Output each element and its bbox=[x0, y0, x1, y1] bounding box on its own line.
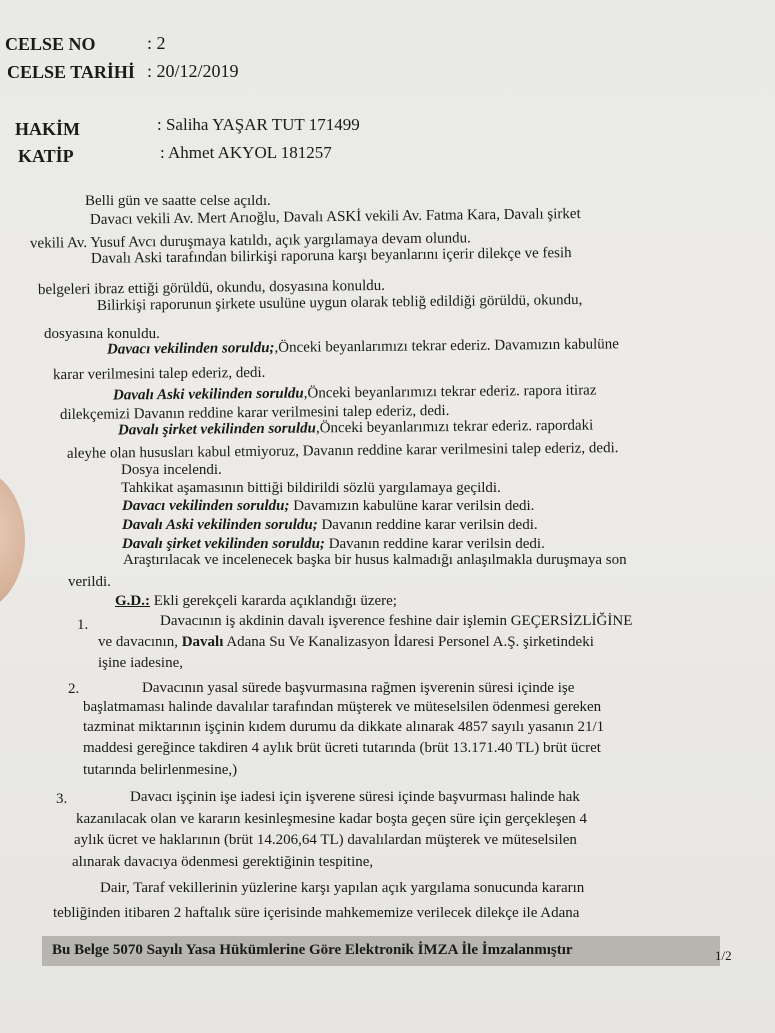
line-5: belgeleri ibraz ettiği görüldü, okundu, dosyasına konuldu. bbox=[37, 277, 386, 299]
celse-tarihi-value: : 20/12/2019 bbox=[147, 61, 239, 81]
davaci-vekili-label-2: Davacı vekilinden soruldu; bbox=[122, 498, 290, 514]
davali-aski-label: Davalı Aski vekilinden soruldu bbox=[112, 385, 304, 404]
item-3-line-a: Davacı işçinin işe iadesi için işverene süresi içinde başvurması halinde hak bbox=[130, 789, 580, 805]
line-16 bbox=[122, 498, 534, 515]
davali-sirket-label-2: Davalı şirket vekilinden soruldu; bbox=[122, 536, 325, 552]
item-1-number: 1. bbox=[77, 617, 89, 633]
item-2-line-b: başlatmaması halinde davalılar tarafından müşterek ve müteselsilen ödenmesi gereken bbox=[83, 699, 602, 715]
item-2-number: 2. bbox=[68, 681, 80, 697]
line-16-rest: Davamızın kabulüne karar verilsin dedi. bbox=[289, 498, 535, 514]
hakim-label: HAKİM bbox=[15, 119, 80, 139]
line-3: vekili Av. Yusuf Avcı duruşmaya katıldı, açık yargılamaya devam olundu. bbox=[29, 230, 471, 252]
line-7: dosyasına konuldu. bbox=[44, 326, 160, 342]
item-3-line-c: aylık ücret ve haklarının (brüt 14.206,64 TL) davalılardan müşterek ve müteselsilen bbox=[74, 832, 577, 848]
page-number: 1/2 bbox=[715, 948, 732, 963]
line-11: dilekçemizi Davanın reddine karar verilmesini talep ederiz, dedi. bbox=[59, 402, 450, 424]
item-1-line-b bbox=[98, 634, 594, 651]
davaci-vekili-label: Davacı vekilinden soruldu; bbox=[106, 339, 275, 358]
thumb bbox=[0, 470, 25, 610]
closing-line-1: Dair, Taraf vekillerinin yüzlerine karşı yapılan açık yargılama sonucunda kararın bbox=[100, 880, 585, 896]
e-signature-notice: Bu Belge 5070 Sayılı Yasa Hükümlerine Göre Elektronik İMZA İle İmzalanmıştır bbox=[52, 942, 573, 958]
line-18-rest: Davanın reddine karar verilsin dedi. bbox=[324, 536, 545, 552]
line-12-rest: ,Önceki beyanlarımızı tekrar ederiz. rapordaki bbox=[315, 417, 594, 437]
line-10-rest: ,Önceki beyanlarımızı tekrar ederiz. rapora itiraz bbox=[303, 382, 597, 402]
line-13: aleyhe olan hususları kabul etmiyoruz, Davanın reddine karar verilmesini talep ederiz, dedi. bbox=[66, 440, 619, 462]
item-1-line-c: işine iadesine, bbox=[98, 655, 183, 671]
line-14: Dosya incelendi. bbox=[121, 462, 222, 478]
item-3-number: 3. bbox=[56, 791, 68, 807]
line-1: Belli gün ve saatte celse açıldı. bbox=[85, 193, 271, 209]
item-2-line-d: maddesi gereğince takdiren 4 aylık brüt ücreti tutarında (brüt 13.171.40 TL) brüt ücret bbox=[83, 740, 601, 756]
line-18 bbox=[122, 536, 545, 553]
celse-no-label: CELSE NO bbox=[5, 34, 96, 54]
item-1-line-a: Davacının iş akdinin davalı işverence feshine dair işlemin GEÇERSİZLİĞİNE bbox=[160, 613, 633, 629]
line-17 bbox=[122, 517, 538, 534]
item-3-line-d: alınarak davacıya ödenmesi gerektiğinin tespitine, bbox=[72, 854, 374, 870]
item-2-line-a: Davacının yasal sürede başvurmasına rağmen işverenin süresi içinde işe bbox=[142, 680, 575, 696]
line-9: karar verilmesini talep ederiz, dedi. bbox=[52, 364, 266, 384]
line-8-rest: ,Önceki beyanlarımızı tekrar ederiz. Davamızın kabulüne bbox=[274, 336, 620, 356]
item-2-line-c: tazminat miktarının işçinin kıdem durumu da dikkate alınarak 4857 sayılı yasanın 21/1 bbox=[83, 719, 605, 735]
katip-label: KATİP bbox=[18, 146, 74, 166]
celse-tarihi-label: CELSE TARİHİ bbox=[7, 62, 135, 82]
line-15: Tahkikat aşamasının bittiği bildirildi sözlü yargılamaya geçildi. bbox=[121, 480, 501, 496]
celse-no-value: : 2 bbox=[147, 33, 166, 53]
line-4: Davalı Aski tarafından bilirkişi raporuna karşı beyanlarını içerir dilekçe ve fesih bbox=[90, 245, 572, 267]
gd-rest: Ekli gerekçeli kararda açıklandığı üzere; bbox=[150, 593, 397, 609]
katip-value: : Ahmet AKYOL 181257 bbox=[160, 143, 332, 162]
gd-label: G.D.: bbox=[115, 593, 150, 609]
hakim-value: : Saliha YAŞAR TUT 171499 bbox=[157, 115, 360, 134]
item-1-rest: Adana Su Ve Kanalizasyon İdaresi Personel A.Ş. şirketindeki bbox=[223, 634, 594, 650]
line-17-rest: Davanın reddine karar verilsin dedi. bbox=[317, 517, 538, 533]
line-12 bbox=[118, 418, 593, 440]
line-6: Bilirkişi raporunun şirkete usulüne uygun olarak tebliğ edildiği görüldü, okundu, bbox=[96, 292, 583, 314]
line-20: verildi. bbox=[68, 574, 111, 590]
closing-line-2: tebliğinden itibaren 2 haftalık süre içerisinde mahkememize verilecek dilekçe ile Adana bbox=[53, 905, 580, 921]
item-2-line-e: tutarında belirlenmesine,) bbox=[83, 762, 238, 778]
item-3-line-b: kazanılacak olan ve kararın kesinleşmesine kadar boşta geçen süre için gerçekleşen 4 bbox=[76, 811, 588, 827]
line-19: Araştırılacak ve incelenecek başka bir husus kalmadığı anlaşılmakla duruşmaya son bbox=[123, 552, 627, 568]
gd-line bbox=[115, 593, 397, 610]
item-1-pre: ve davacının, bbox=[98, 634, 182, 650]
davali-aski-label-2: Davalı Aski vekilinden soruldu; bbox=[122, 517, 318, 533]
line-2: Davacı vekili Av. Mert Arıoğlu, Davalı ASKİ vekili Av. Fatma Kara, Davalı şirket bbox=[89, 206, 581, 228]
item-1-bold: Davalı bbox=[181, 634, 224, 650]
davali-sirket-label: Davalı şirket vekilinden soruldu bbox=[117, 420, 317, 439]
line-10 bbox=[113, 382, 597, 404]
line-8 bbox=[107, 336, 619, 358]
